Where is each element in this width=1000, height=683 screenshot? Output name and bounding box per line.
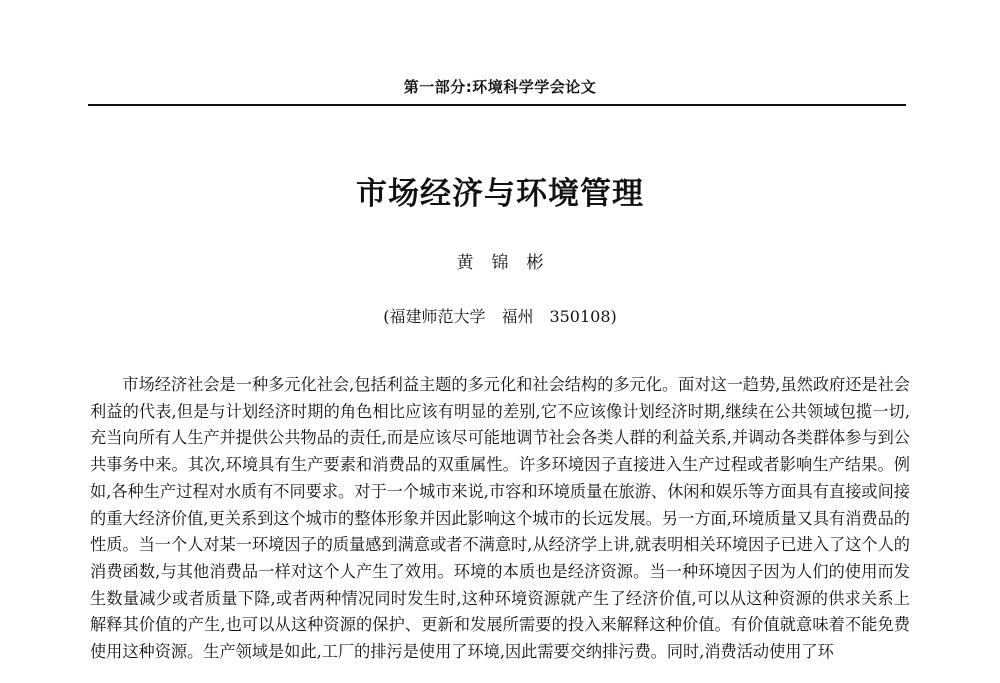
author-affiliation: (福建师范大学 福州 350108) — [383, 307, 617, 326]
running-header: 第一部分:环境科学学会论文 — [403, 78, 597, 96]
header-rule — [88, 104, 906, 106]
article-title: 市场经济与环境管理 — [356, 176, 644, 212]
body-paragraph: 市场经济社会是一种多元化社会,包括利益主题的多元化和社会结构的多元化。面对这一趋势,虽然政府还是社会利益的代表,但是与计划经济时期的角色相比应该有明显的差别,它不应该像计划经济时期,继续在公共领域包揽一切,充当向所有人生产并提供公共物品的责任,而是应该尽可能地调节社会各类人群的利益关系,并调动各类群体参与到公共事务中来。其次,环境具有生产要素和消费品的双重属性。许多环境因子直接进入生产过程或者影响生产结果。例如,各种生产过程对水质有不同要求。对于一个城市来说,市容和环境质量在旅游、休闲和娱乐等方面具有直接或间接的重大经济价值,更关系到这个城市的整体形象并因此影响这个城市的长远发展。另一方面,环境质量又具有消费品的性质。当一个人对某一环境因子的质量感到满意或者不满意时,从经济学上讲,就表明相关环境因子已进入了这个人的消费函数,与其他消费品一样对这个人产生了效用。环境的本质也是经济资源。当一种环境因子因为人们的使用而发生数量减少或者质量下降,或者两种情况同时发生时,这种环境资源就产生了经济价值,可以从这种资源的供求关系上解释其价值的产生,也可以从这种资源的保护、更新和发展所需要的投入来解释这种价值。有价值就意味着不能免费使用这种资源。生产领域是如此,工厂的排污是使用了环境,因此需要交纳排污费。同时,消费活动使用了环 — [90, 375, 910, 662]
author-name: 黄锦彬 — [456, 253, 562, 273]
